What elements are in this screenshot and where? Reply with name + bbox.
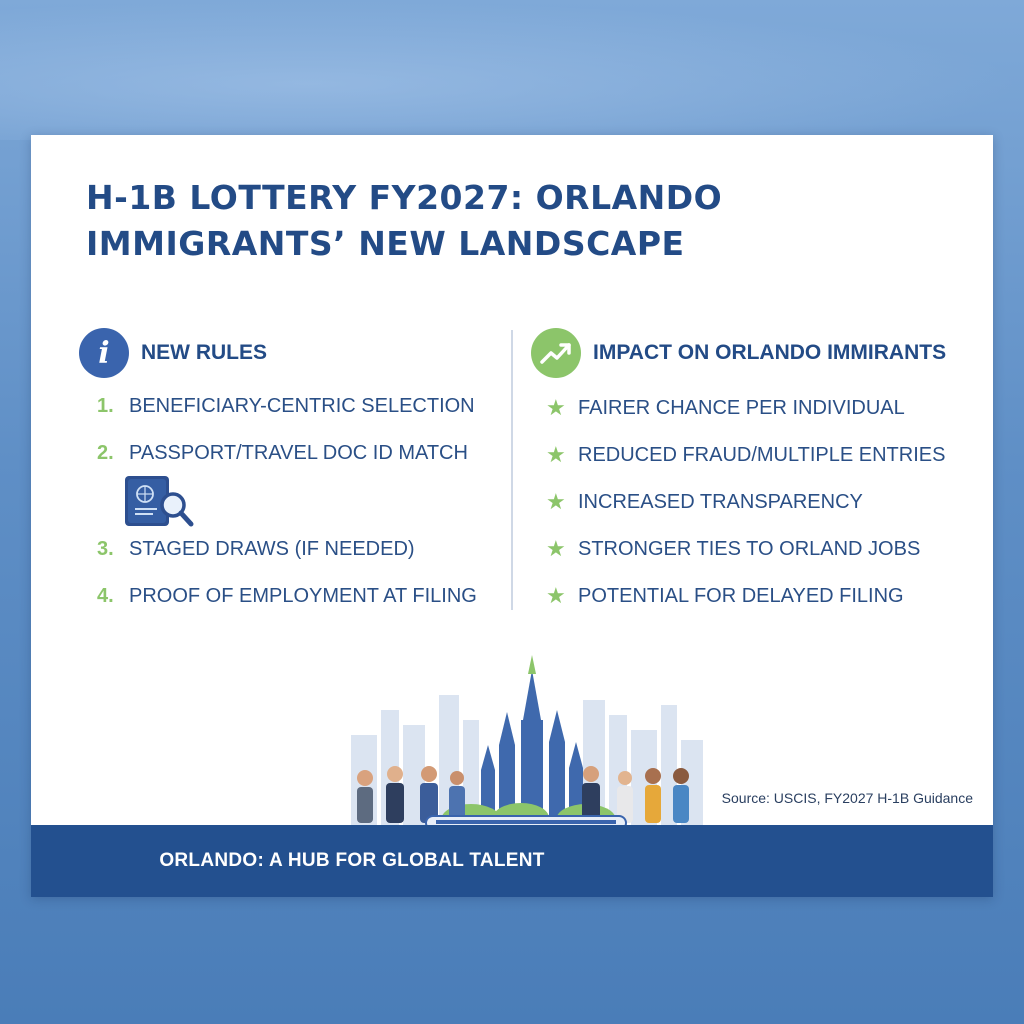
star-icon: ★ xyxy=(546,536,566,561)
item-text: PASSPORT/TRAVEL DOC ID MATCH xyxy=(129,442,468,464)
item-text: BENEFICIARY-CENTRIC SELECTION xyxy=(129,395,475,417)
star-icon: ★ xyxy=(546,489,566,514)
title-line-2: IMMIGRANTS’ NEW LANDSCAPE xyxy=(86,224,685,263)
item-number: 4. xyxy=(97,585,114,607)
item-number: 1. xyxy=(97,395,114,417)
star-icon: ★ xyxy=(546,395,566,420)
list-item xyxy=(546,442,945,468)
list-item xyxy=(97,395,475,418)
list-item xyxy=(546,489,863,515)
list-item xyxy=(546,395,905,421)
impact-heading: IMPACT ON ORLANDO IMMIRANTS xyxy=(593,341,947,364)
item-number: 2. xyxy=(97,442,114,464)
trend-up-icon xyxy=(531,328,581,378)
item-text: INCREASED TRANSPARENCY xyxy=(578,490,863,513)
item-text: STAGED DRAWS (IF NEEDED) xyxy=(129,538,415,560)
star-icon: ★ xyxy=(546,442,566,467)
new-rules-header xyxy=(79,328,267,378)
page-title xyxy=(86,175,722,267)
list-item xyxy=(546,536,920,562)
list-item xyxy=(97,538,415,561)
star-icon: ★ xyxy=(546,583,566,608)
footer-text: ORLANDO: A HUB FOR GLOBAL TALENT xyxy=(159,850,545,871)
infographic-card xyxy=(31,135,993,897)
item-text: REDUCED FRAUD/MULTIPLE ENTRIES xyxy=(578,443,946,466)
item-text: FAIRER CHANCE PER INDIVIDUAL xyxy=(578,396,905,419)
item-text: POTENTIAL FOR DELAYED FILING xyxy=(578,584,904,607)
item-text: PROOF OF EMPLOYMENT AT FILING xyxy=(129,585,477,607)
title-line-1: H-1B LOTTERY FY2027: ORLANDO xyxy=(86,178,723,217)
item-text: STRONGER TIES TO ORLAND JOBS xyxy=(578,537,921,560)
column-divider xyxy=(511,330,513,610)
footer-banner xyxy=(31,825,993,897)
list-item xyxy=(97,585,477,608)
source-citation: Source: USCIS, FY2027 H-1B Guidance xyxy=(721,790,973,806)
info-icon: i xyxy=(79,328,129,378)
list-item xyxy=(546,583,904,609)
background-blur xyxy=(0,0,1024,140)
item-number: 3. xyxy=(97,538,114,560)
orlando-skyline-illustration xyxy=(321,650,741,840)
passport-magnifier-icon xyxy=(123,472,195,532)
list-item xyxy=(97,442,468,465)
new-rules-heading: NEW RULES xyxy=(141,341,267,364)
impact-header xyxy=(531,328,946,378)
